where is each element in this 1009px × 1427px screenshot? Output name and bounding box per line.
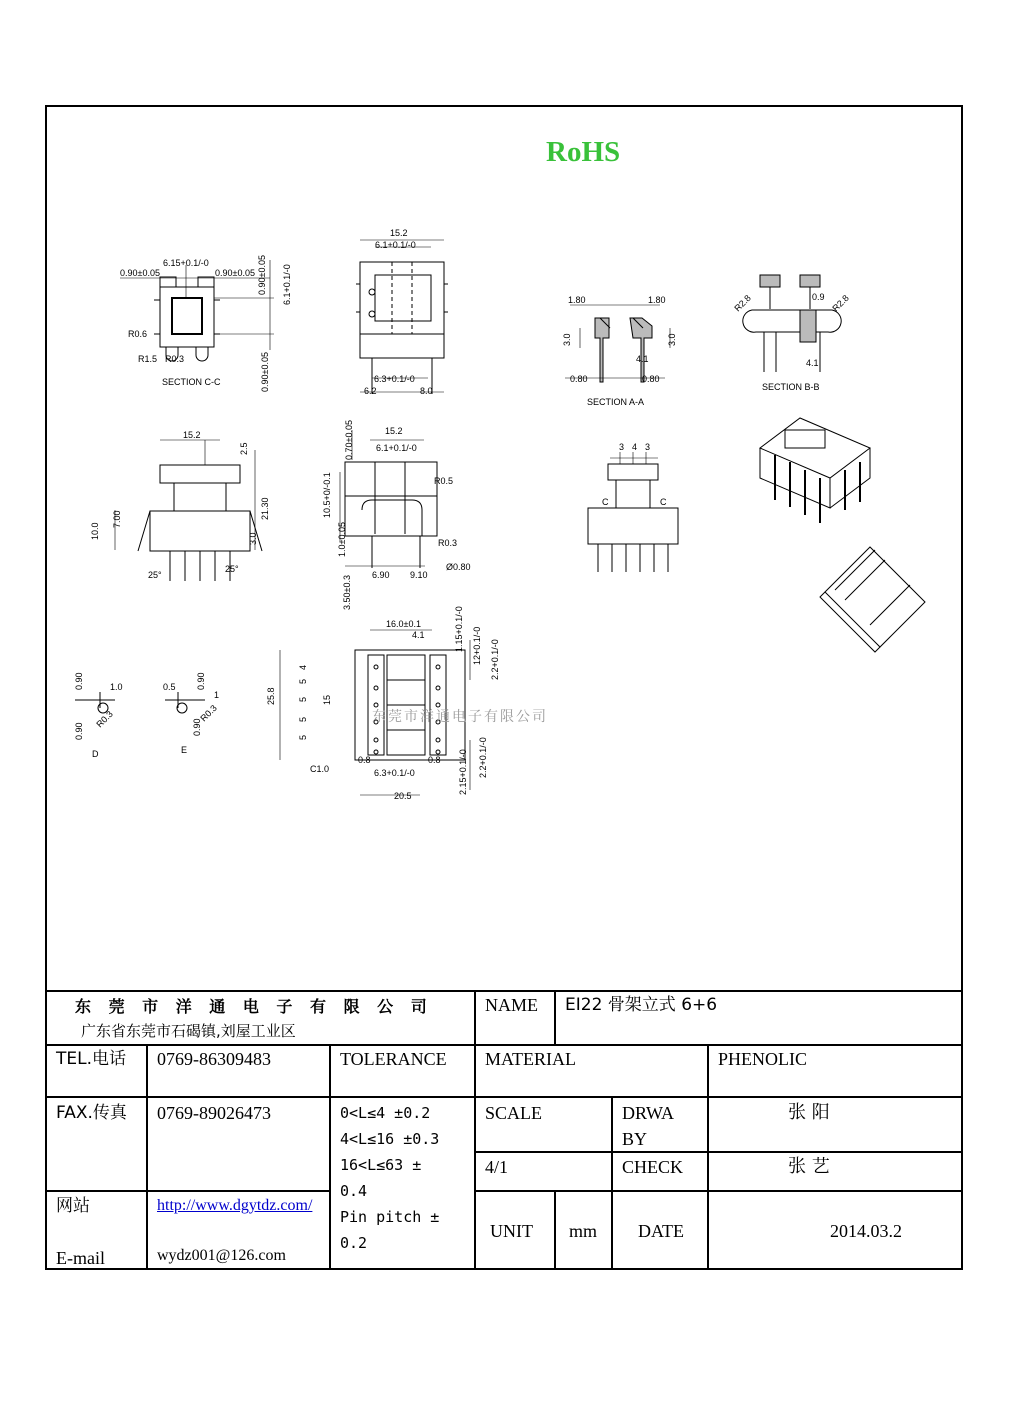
section-aa-view bbox=[565, 305, 670, 382]
dim-0-70: 0.70±0.05 bbox=[344, 420, 354, 460]
tel-label: TEL.电话 bbox=[56, 1049, 127, 1069]
dim-10-5: 10.5+0/-0.1 bbox=[322, 472, 332, 518]
dim-d-r0-3: R0.3 bbox=[94, 708, 115, 730]
dim-0-90-b: 0.90±0.05 bbox=[215, 268, 255, 278]
dim-15-2-c: 15.2 bbox=[385, 426, 403, 436]
date-value: 2014.03.2 bbox=[830, 1221, 902, 1241]
dim-0-8-a: 0.8 bbox=[358, 755, 371, 765]
dim-20-5: 20.5 bbox=[394, 791, 412, 801]
dim-e-0-90-a: 0.90 bbox=[196, 672, 206, 690]
dim-4-1-a: 4.1 bbox=[636, 354, 649, 364]
isometric-view-top bbox=[760, 418, 870, 523]
dim-6-3-b: 6.3+0.1/-0 bbox=[374, 768, 415, 778]
side-view-left bbox=[115, 440, 262, 581]
label-detail-e: E bbox=[181, 745, 188, 755]
front-view-right bbox=[588, 452, 678, 572]
dim-25-b: 25° bbox=[225, 564, 239, 574]
dim-1-80-a: 1.80 bbox=[568, 295, 586, 305]
dim-d-0-90-a: 0.90 bbox=[74, 672, 84, 690]
dim-2-15: 2.15+0.1/-0 bbox=[458, 749, 468, 795]
watermark: 东莞市洋通电子有限公司 bbox=[372, 709, 548, 725]
check-value: 张 艺 bbox=[788, 1156, 830, 1177]
rohs-mark: RoHS bbox=[546, 136, 621, 168]
dim-0-80-b: 0.80 bbox=[642, 374, 660, 384]
dim-6-3-a: 6.3+0.1/-0 bbox=[374, 374, 415, 384]
name-value: EI22 骨架立式 6+6 bbox=[565, 995, 718, 1015]
dim-d-0-90-b: 0.90 bbox=[74, 722, 84, 740]
date-label: DATE bbox=[638, 1221, 684, 1241]
dim-8-0: 8.0 bbox=[420, 386, 433, 396]
title-block bbox=[45, 990, 963, 1270]
dim-4-1-b: 4.1 bbox=[806, 358, 819, 368]
dim-25-8: 25.8 bbox=[266, 687, 276, 705]
email-label: E-mail bbox=[56, 1248, 105, 1268]
tolerance-line-2: 4<L≤16 ±0.3 bbox=[340, 1130, 440, 1148]
dim-3-50: 3.50±0.3 bbox=[342, 575, 352, 610]
dim-10-0: 10.0 bbox=[90, 522, 100, 540]
dim-1-0: 1.0±0.05 bbox=[337, 522, 347, 557]
email-value[interactable]: wydz001@126.com bbox=[157, 1247, 286, 1264]
dim-0-90-a: 0.90±0.05 bbox=[120, 268, 160, 278]
website-link[interactable]: http://www.dgytdz.com/ bbox=[157, 1197, 313, 1214]
dim-5-c: 5 bbox=[298, 716, 308, 722]
dim-25-a: 25° bbox=[148, 570, 162, 580]
material-label: MATERIAL bbox=[485, 1049, 576, 1069]
tolerance-line-3: 16<L≤63 ± bbox=[340, 1156, 422, 1174]
dim-3-0-c: 3.0 bbox=[248, 532, 258, 545]
dim-15: 15 bbox=[322, 694, 332, 705]
check-label: CHECK bbox=[622, 1157, 684, 1177]
dim-r2-8-a: R2.8 bbox=[732, 292, 753, 314]
dim-0-9: 0.9 bbox=[812, 292, 825, 302]
name-label: NAME bbox=[485, 995, 538, 1015]
scale-label: SCALE bbox=[485, 1103, 543, 1123]
dim-4-c: 4 bbox=[632, 442, 638, 452]
dim-d0-80: Ø0.80 bbox=[446, 562, 471, 572]
dim-0-90-c: 0.90±0.05 bbox=[257, 255, 267, 295]
dim-6-15: 6.15+0.1/-0 bbox=[163, 258, 209, 268]
dim-0-90-v: 0.90±0.05 bbox=[260, 352, 270, 392]
material-value: PHENOLIC bbox=[718, 1049, 807, 1069]
dim-5-b: 5 bbox=[298, 696, 308, 702]
unit-value: mm bbox=[569, 1221, 598, 1241]
tolerance-line-4: 0.4 bbox=[340, 1182, 368, 1200]
dim-6-90: 6.90 bbox=[372, 570, 390, 580]
company-address: 广东省东莞市石碣镇,刘屋工业区 bbox=[81, 1022, 296, 1040]
dim-1-80-b: 1.80 bbox=[648, 295, 666, 305]
dim-3-b: 3 bbox=[645, 442, 651, 452]
dim-6-1-b: 6.1+0.1/-0 bbox=[375, 240, 416, 250]
dim-0-8-b: 0.8 bbox=[428, 755, 441, 765]
dim-12: 12+0.1/-0 bbox=[472, 626, 482, 665]
dim-7-00: 7.00 bbox=[112, 510, 122, 528]
tolerance-line-1: 0<L≤4 ±0.2 bbox=[340, 1104, 431, 1122]
tolerance-label: TOLERANCE bbox=[340, 1049, 447, 1069]
drawn-by-label-2: BY bbox=[622, 1129, 648, 1149]
dim-6-2: 6.2 bbox=[364, 386, 377, 396]
dim-r2-8-b: R2.8 bbox=[830, 292, 851, 314]
tel-value: 0769-86309483 bbox=[157, 1049, 271, 1069]
dim-r0-5: R0.5 bbox=[434, 476, 454, 486]
dim-4-1-c: 4.1 bbox=[412, 630, 425, 640]
dim-0-80-a: 0.80 bbox=[570, 374, 588, 384]
dim-c1-0: C1.0 bbox=[310, 764, 330, 774]
fax-value: 0769-89026473 bbox=[157, 1103, 271, 1123]
company-name: 东 莞 市 洋 通 电 子 有 限 公 司 bbox=[75, 997, 433, 1016]
dim-e-0-90-b: 0.90 bbox=[192, 718, 202, 736]
dim-4: 4 bbox=[298, 664, 308, 670]
detail-d bbox=[75, 692, 115, 713]
dim-r1-5: R1.5 bbox=[138, 354, 158, 364]
dim-3-0-b: 3.0 bbox=[667, 333, 677, 346]
dim-e-0-5: 0.5 bbox=[163, 682, 176, 692]
dim-2-2-a: 2.2+0.1/-0 bbox=[490, 639, 500, 680]
website-label: 网站 bbox=[56, 1196, 90, 1216]
label-section-aa: SECTION A-A bbox=[587, 397, 645, 407]
tolerance-line-6: 0.2 bbox=[340, 1234, 368, 1252]
dim-e-1: 1 bbox=[214, 690, 220, 700]
label-detail-d: D bbox=[92, 749, 99, 759]
dim-1-15: 1.15+0.1/-0 bbox=[454, 606, 464, 652]
fax-label: FAX.传真 bbox=[56, 1103, 127, 1123]
drawn-by-value: 张 阳 bbox=[788, 1102, 830, 1123]
dim-15-2-b: 15.2 bbox=[183, 430, 201, 440]
unit-label: UNIT bbox=[490, 1221, 533, 1241]
dim-6-1-a: 6.1+0.1/-0 bbox=[282, 264, 292, 305]
dim-5-a: 5 bbox=[298, 678, 308, 684]
dim-e-r0-3: R0.3 bbox=[198, 702, 219, 724]
dim-r0-3-b: R0.3 bbox=[438, 538, 458, 548]
detail-e bbox=[165, 692, 205, 713]
dim-r0-6: R0.6 bbox=[128, 329, 148, 339]
dim-9-10: 9.10 bbox=[410, 570, 428, 580]
section-bb-view bbox=[743, 275, 841, 372]
dim-2-2-b: 2.2+0.1/-0 bbox=[478, 737, 488, 778]
dim-3-0-a: 3.0 bbox=[562, 333, 572, 346]
drawn-by-label-1: DRWA bbox=[622, 1103, 675, 1123]
dim-5-d: 5 bbox=[298, 734, 308, 740]
dim-15-2-a: 15.2 bbox=[390, 228, 408, 238]
dim-16-0: 16.0±0.1 bbox=[386, 619, 421, 629]
dim-d-1-0: 1.0 bbox=[110, 682, 123, 692]
dim-2-5: 2.5 bbox=[239, 442, 249, 455]
dim-21-30: 21.30 bbox=[260, 497, 270, 520]
dim-r0-3: R0.3 bbox=[165, 354, 185, 364]
dim-6-1-c: 6.1+0.1/-0 bbox=[376, 443, 417, 453]
scale-value: 4/1 bbox=[485, 1157, 509, 1177]
dim-c-a: C bbox=[602, 497, 609, 507]
isometric-view-bottom bbox=[820, 547, 925, 652]
label-section-cc: SECTION C-C bbox=[162, 377, 221, 387]
label-section-bb: SECTION B-B bbox=[762, 382, 820, 392]
tolerance-line-5: Pin pitch ± bbox=[340, 1208, 440, 1226]
front-view-top bbox=[356, 240, 448, 394]
dim-c-b: C bbox=[660, 497, 667, 507]
dim-3-a: 3 bbox=[619, 442, 625, 452]
